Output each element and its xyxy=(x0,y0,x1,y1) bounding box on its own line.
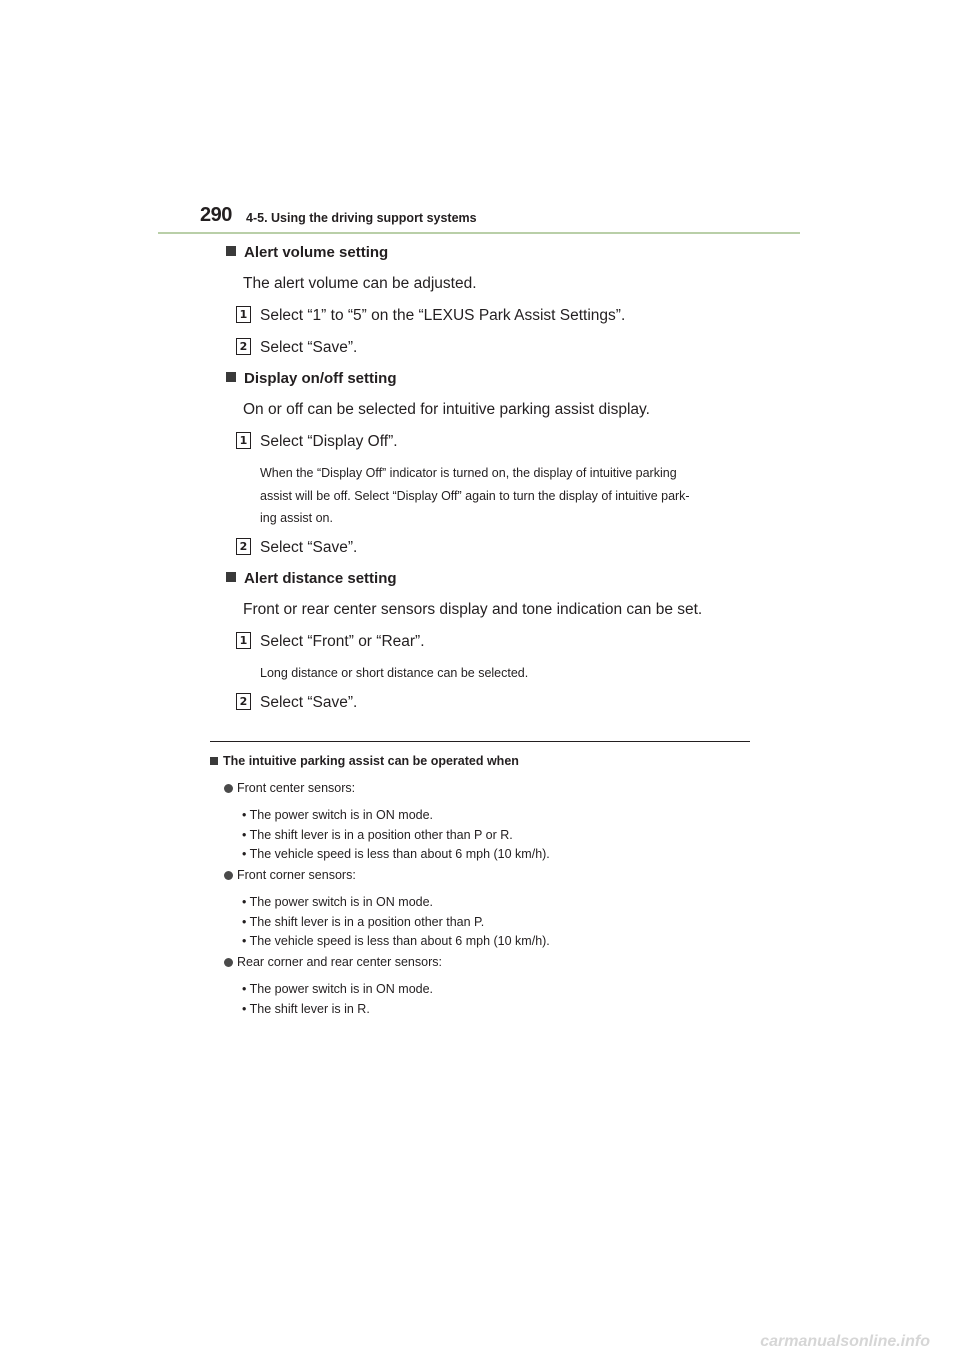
list-item: • The power switch is in ON mode. xyxy=(242,982,434,996)
info-divider xyxy=(210,741,750,742)
display-setting-heading: Display on/off setting xyxy=(226,370,397,387)
page-number: 290 xyxy=(200,204,232,226)
list-item: • The shift lever is in a position other than P. xyxy=(242,914,485,929)
display-setting-note: When the “Display Off” indicator is turned on, the display of intuitive parking assist will be off. Select “Display Off” again to turn the display of intuitive park- ing assist on. xyxy=(260,466,690,525)
list-item: • The vehicle speed is less than about 6 mph (10 km/h). xyxy=(242,934,550,948)
step-number-badge: 2 xyxy=(236,693,251,710)
step-text: Select “Save”. xyxy=(260,694,358,711)
sensor-condition-list xyxy=(242,980,433,1019)
sensor-group-label: Front center sensors: xyxy=(224,781,355,795)
operation-info-heading: The intuitive parking assist can be operated when xyxy=(210,754,519,768)
circle-bullet-icon xyxy=(224,958,233,967)
watermark: carmanualsonline.info xyxy=(760,1333,930,1350)
step-text: Select “Front” or “Rear”. xyxy=(260,633,425,650)
sensor-group-label: Front corner sensors: xyxy=(224,868,356,882)
step-number-badge: 2 xyxy=(236,338,251,355)
square-bullet-icon xyxy=(226,572,236,582)
step-number-badge: 1 xyxy=(236,306,251,323)
section-title: 4-5. Using the driving support systems xyxy=(246,211,477,225)
square-bullet-icon xyxy=(226,246,236,256)
circle-bullet-icon xyxy=(224,871,233,880)
square-bullet-icon xyxy=(210,757,218,765)
header-divider xyxy=(158,232,800,234)
list-item: • The shift lever is in a position other than P or R. xyxy=(242,827,513,842)
list-item: • The power switch is in ON mode. xyxy=(242,808,434,822)
sensor-group-label: Rear corner and rear center sensors: xyxy=(224,955,442,969)
alert-distance-note: Long distance or short distance can be selected. xyxy=(260,666,529,680)
step-text: Select “Display Off”. xyxy=(260,433,398,450)
sensor-condition-list xyxy=(242,893,550,952)
step-text: Select “1” to “5” on the “LEXUS Park Assist Settings”. xyxy=(260,307,626,324)
list-item: • The shift lever is in R. xyxy=(242,1001,370,1016)
step-text: Select “Save”. xyxy=(260,339,358,356)
alert-distance-description: Front or rear center sensors display and tone indication can be set. xyxy=(243,601,703,618)
circle-bullet-icon xyxy=(224,784,233,793)
display-setting-description: On or off can be selected for intuitive parking assist display. xyxy=(243,401,650,418)
alert-volume-heading: Alert volume setting xyxy=(226,244,388,261)
square-bullet-icon xyxy=(226,372,236,382)
sensor-condition-list xyxy=(242,806,550,865)
step-number-badge: 1 xyxy=(236,632,251,649)
alert-distance-heading: Alert distance setting xyxy=(226,570,397,587)
alert-volume-description: The alert volume can be adjusted. xyxy=(243,275,477,292)
step-number-badge: 2 xyxy=(236,538,251,555)
step-text: Select “Save”. xyxy=(260,539,358,556)
list-item: • The power switch is in ON mode. xyxy=(242,895,434,909)
step-number-badge: 1 xyxy=(236,432,251,449)
list-item: • The vehicle speed is less than about 6 mph (10 km/h). xyxy=(242,847,550,861)
